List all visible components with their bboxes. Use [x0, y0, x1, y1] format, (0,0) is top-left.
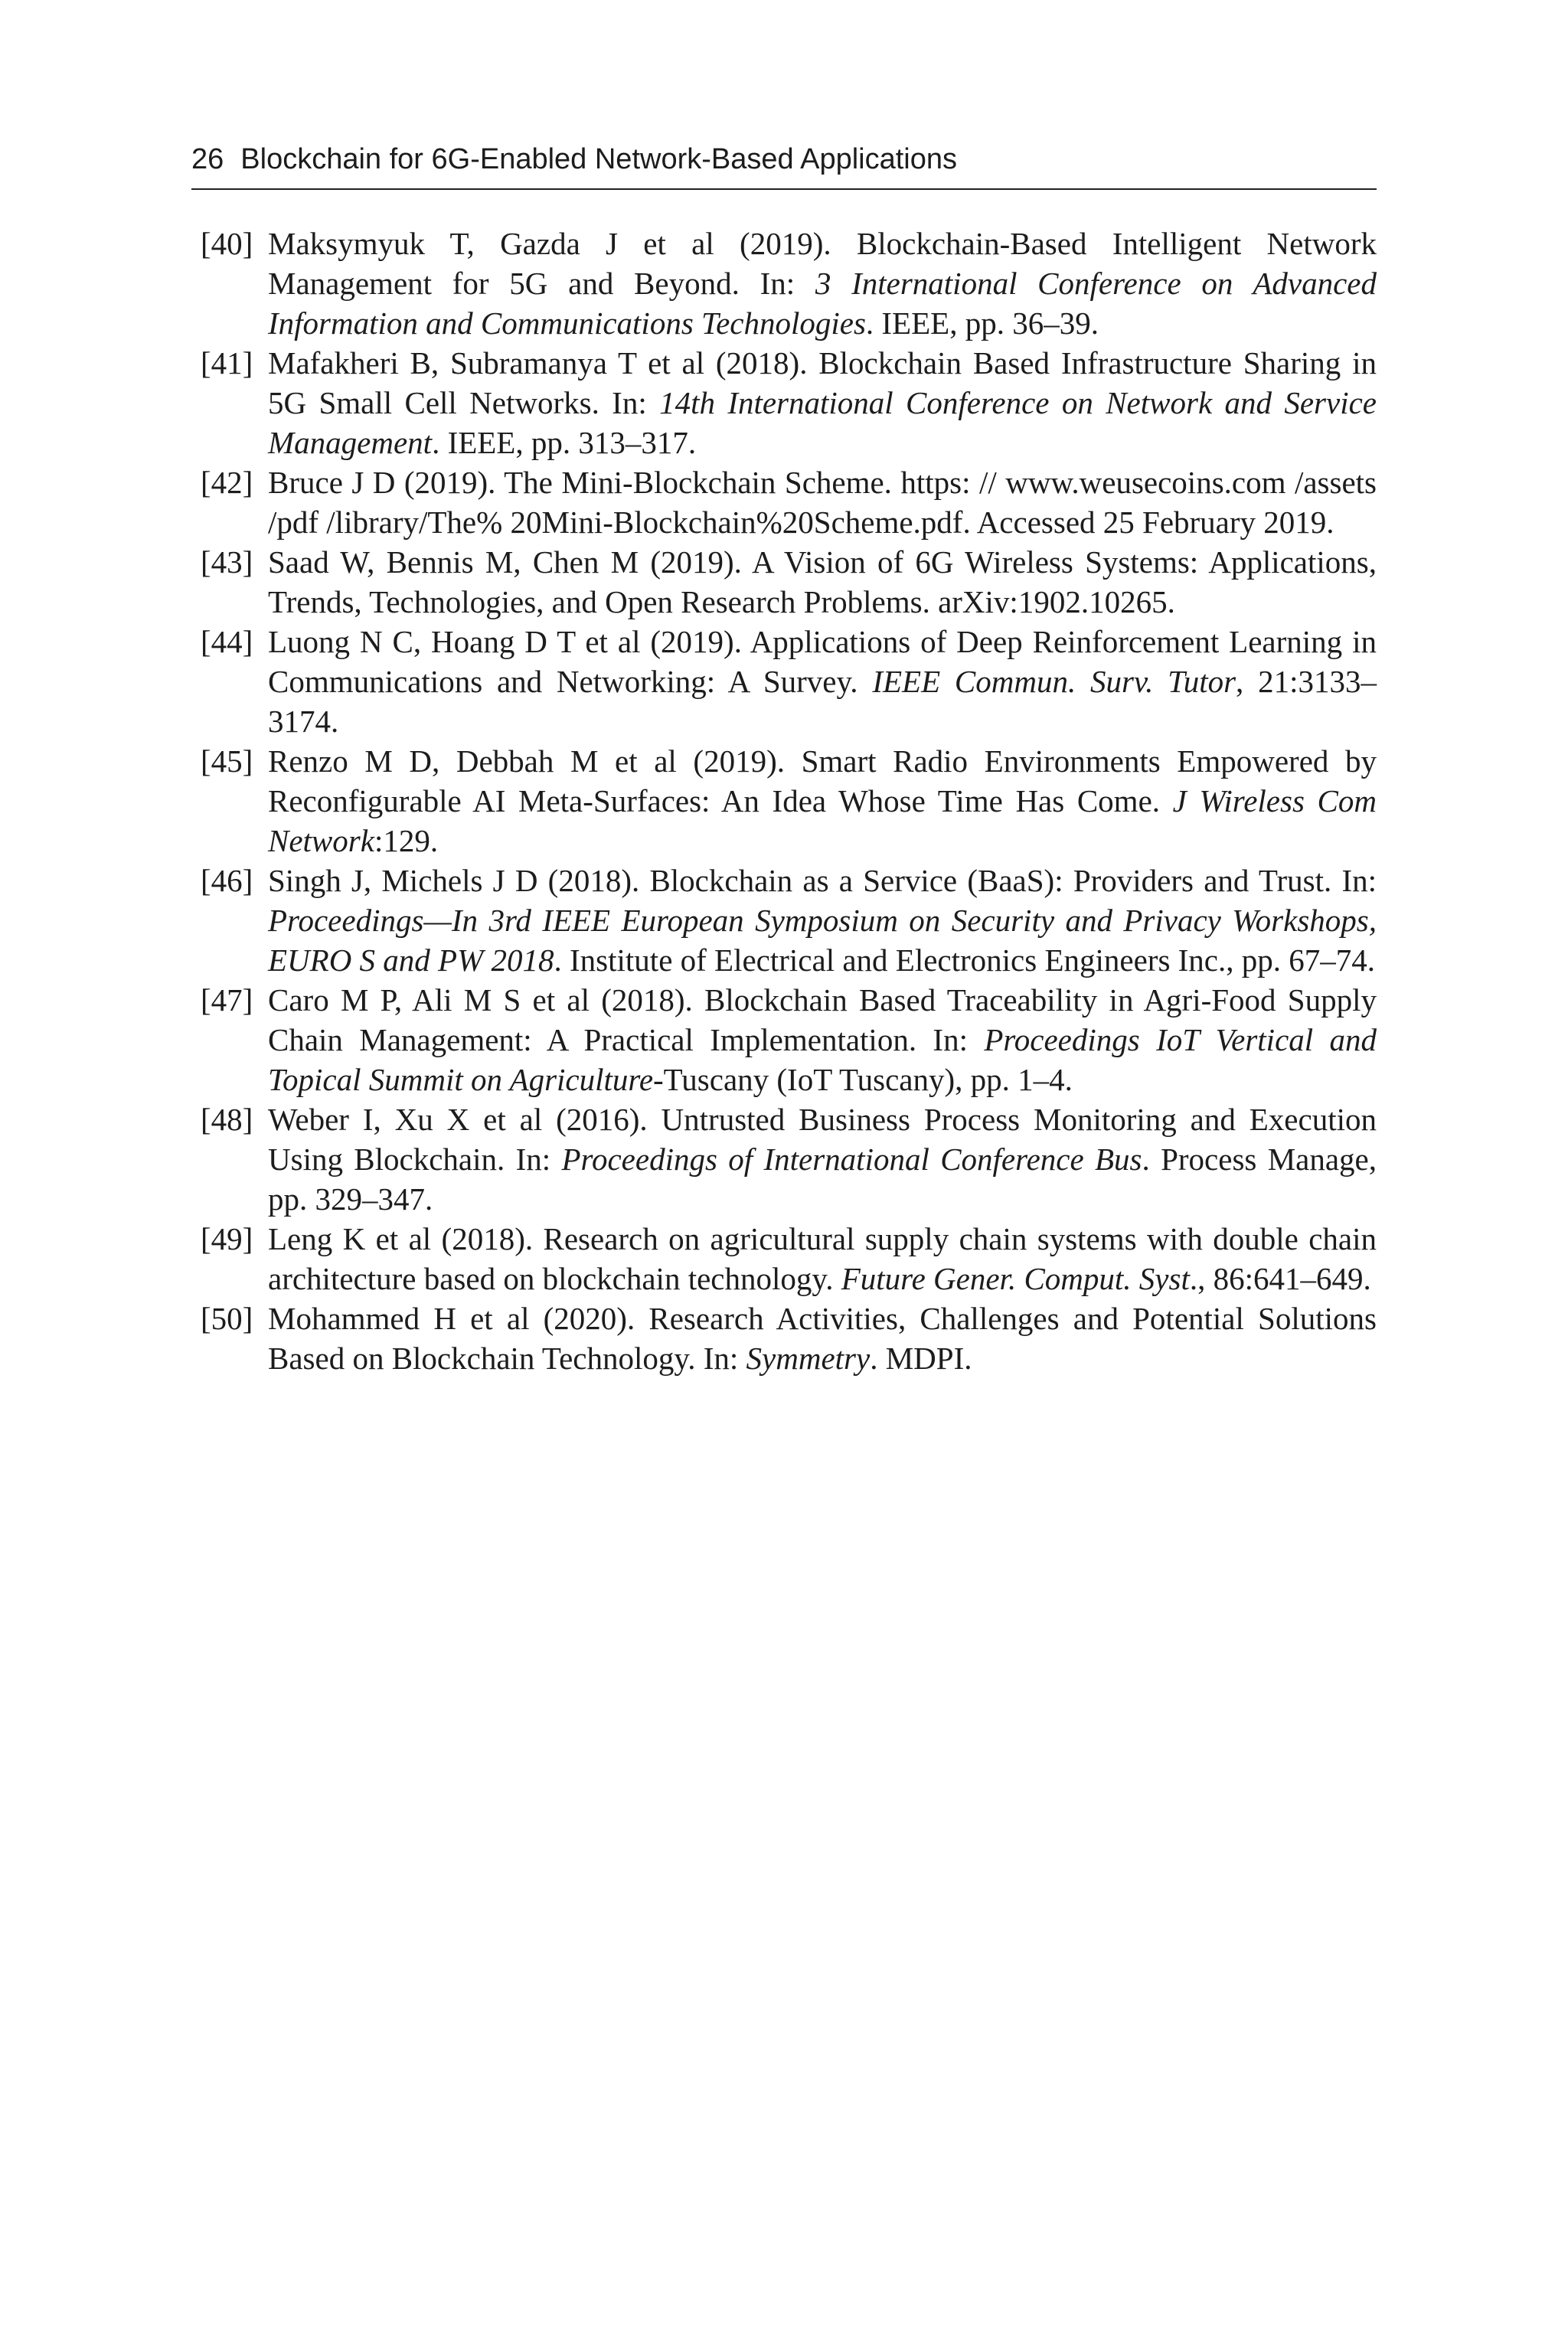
reference-italic-segment: Proceedings IoT Vertical and Topical Summit on Agriculture [268, 1022, 1377, 1097]
reference-text [268, 1298, 1377, 1378]
reference-text [268, 861, 1377, 980]
running-title: Blockchain for 6G-Enabled Network-Based Applications [240, 143, 957, 175]
reference-entry [201, 343, 1377, 462]
running-header [191, 139, 1378, 179]
reference-entry [201, 622, 1377, 741]
reference-text [268, 1099, 1377, 1219]
reference-italic-segment: Proceedings of International Conference Bus [561, 1142, 1142, 1177]
reference-number: [43] [201, 544, 253, 580]
reference-text-segment: ., 86:641–649. [1189, 1261, 1371, 1296]
reference-number: [45] [201, 743, 253, 779]
reference-entry [201, 1099, 1377, 1219]
reference-text-segment: Caro M P, Ali M S et al (2018). Blockchain Based Traceability in Agri-Food Supply Chain Management: A Practical Implementation. In: [268, 982, 1377, 1057]
reference-entry [201, 1298, 1377, 1378]
reference-text-segment: , 21:3133–3174. [268, 664, 1377, 739]
reference-number: [50] [201, 1301, 253, 1336]
reference-text-segment: . IEEE, pp. 36–39. [865, 305, 1099, 341]
reference-italic-segment: Future Gener. Comput. Syst [841, 1261, 1190, 1296]
reference-text [268, 741, 1377, 861]
reference-number: [46] [201, 863, 253, 898]
reference-text-segment: Renzo M D, Debbah M et al (2019). Smart Radio Environments Empowered by Reconfigurable AI Meta-Surfaces: An Idea Whose Time Has Come. [268, 743, 1377, 818]
reference-entry [201, 224, 1377, 343]
reference-entry [201, 1219, 1377, 1298]
reference-text-segment: Mafakheri B, Subramanya T et al (2018). Blockchain Based Infrastructure Sharing in 5G Small Cell Networks. In: [268, 345, 1377, 420]
reference-italic-segment: IEEE Commun. Surv. Tutor [872, 664, 1236, 699]
reference-text [268, 1219, 1377, 1298]
reference-number: [41] [201, 345, 253, 381]
header-rule [191, 188, 1377, 190]
reference-entry [201, 542, 1377, 622]
reference-italic-segment: Proceedings—In 3rd IEEE European Symposium on Security and Privacy Workshops, EURO S and PW 2018 [268, 903, 1377, 978]
reference-entry [201, 462, 1377, 542]
reference-text [268, 462, 1377, 542]
reference-italic-segment: 3 International Conference on Advanced Information and Communications Technologies [268, 266, 1377, 341]
reference-text-segment: Luong N C, Hoang D T et al (2019). Applications of Deep Reinforcement Learning in Communications and Networking: A Survey. [268, 624, 1377, 699]
reference-italic-segment: J Wireless Com Network [268, 783, 1377, 858]
reference-entry [201, 741, 1377, 861]
reference-text-segment: Bruce J D (2019). The Mini-Blockchain Scheme. https: // www.weusecoins.com /assets /pdf /library/The% 20Mini-Blockchain%20Scheme.pdf. Accessed 25 February 2019. [268, 465, 1377, 540]
reference-text [268, 542, 1377, 622]
reference-text-segment: -Tuscany (IoT Tuscany), pp. 1–4. [653, 1062, 1073, 1097]
reference-text-segment: . Institute of Electrical and Electronics Engineers Inc., pp. 67–74. [554, 942, 1376, 978]
reference-entry [201, 980, 1377, 1099]
reference-number: [42] [201, 465, 253, 500]
reference-number: [48] [201, 1102, 253, 1137]
reference-text-segment: Saad W, Bennis M, Chen M (2019). A Vision of 6G Wireless Systems: Applications, Trends, Technologies, and Open Research Problems. arXiv:1902.10265. [268, 544, 1377, 619]
reference-text-segment: :129. [374, 823, 439, 858]
reference-text-segment: Weber I, Xu X et al (2016). Untrusted Business Process Monitoring and Execution Using Blockchain. In: [268, 1102, 1377, 1177]
reference-text [268, 622, 1377, 741]
page-number: 26 [191, 143, 224, 175]
reference-text-segment: . MDPI. [870, 1341, 972, 1376]
reference-text-segment: Singh J, Michels J D (2018). Blockchain as a Service (BaaS): Providers and Trust. In: [268, 863, 1377, 898]
reference-number: [40] [201, 226, 253, 261]
reference-text-segment: Mohammed H et al (2020). Research Activities, Challenges and Potential Solutions Based on Blockchain Technology. In: [268, 1301, 1377, 1376]
reference-italic-segment: Symmetry [746, 1341, 871, 1376]
reference-text [268, 343, 1377, 462]
reference-text [268, 224, 1377, 343]
reference-entry [201, 861, 1377, 980]
reference-italic-segment: 14th International Conference on Network and Service Management [268, 385, 1377, 460]
reference-number: [49] [201, 1221, 253, 1256]
reference-number: [44] [201, 624, 253, 659]
reference-text-segment: . IEEE, pp. 313–317. [432, 425, 697, 460]
reference-list [201, 224, 1377, 1378]
reference-text-segment: Maksymyuk T, Gazda J et al (2019). Blockchain-Based Intelligent Network Management for 5G and Beyond. In: [268, 226, 1377, 301]
reference-text-segment: . Process Manage, pp. 329–347. [268, 1142, 1377, 1217]
reference-text [268, 980, 1377, 1099]
reference-number: [47] [201, 982, 253, 1018]
reference-text-segment: Leng K et al (2018). Research on agricultural supply chain systems with double chain architecture based on blockchain technology. [268, 1221, 1377, 1296]
